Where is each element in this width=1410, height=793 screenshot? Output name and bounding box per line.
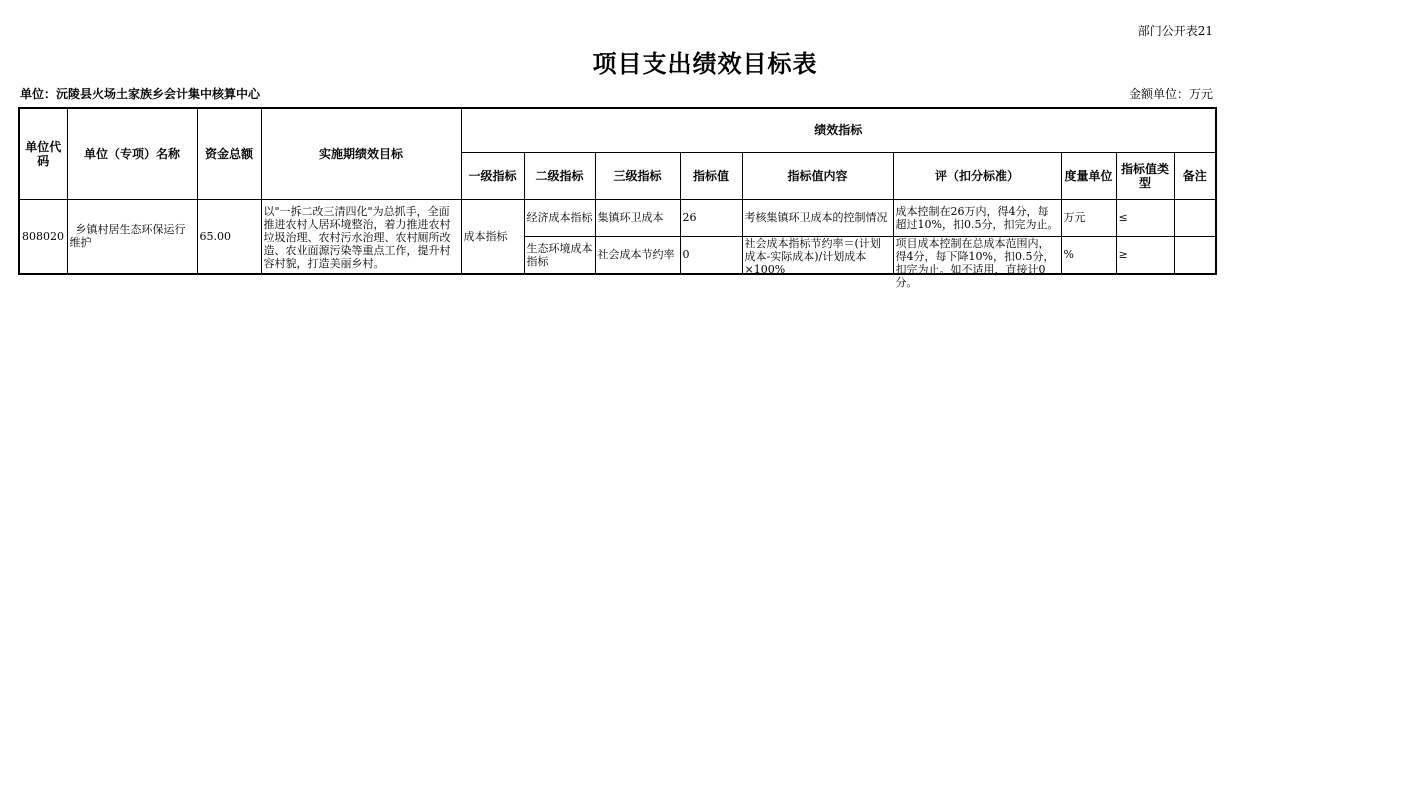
cell-value-type: ≤ xyxy=(1116,199,1174,236)
cell-level1: 成本指标 xyxy=(461,199,524,274)
cell-remark xyxy=(1174,199,1216,236)
col-header-level1: 一级指标 xyxy=(461,152,524,199)
cell-content xyxy=(742,199,893,236)
page-title: 项目支出绩效目标表 xyxy=(592,50,818,78)
cell-criteria xyxy=(893,199,1061,236)
header-row-1 xyxy=(19,108,1216,152)
col-header-criteria: 评（扣分标准） xyxy=(893,152,1061,199)
cell-measure-unit: % xyxy=(1061,236,1116,274)
cell-value: 26 xyxy=(680,199,742,236)
col-header-unit-code: 单位代码 xyxy=(19,108,67,199)
cell-total-funds: 65.00 xyxy=(197,199,261,274)
col-header-level2: 二级指标 xyxy=(524,152,595,199)
cell-goal xyxy=(261,199,461,274)
col-header-content: 指标值内容 xyxy=(742,152,893,199)
cell-unit-name xyxy=(67,199,197,274)
cell-level3: 社会成本节约率 xyxy=(595,236,680,274)
unit-label: 单位：沅陵县火场土家族乡会计集中核算中心 xyxy=(20,87,261,101)
col-header-total-funds: 资金总额 xyxy=(197,108,261,199)
table-row xyxy=(19,199,1216,236)
col-header-value: 指标值 xyxy=(680,152,742,199)
col-header-value-type: 指标值类型 xyxy=(1116,152,1174,199)
cell-measure-unit: 万元 xyxy=(1061,199,1116,236)
goal-text: 以"一拆二改三清四化"为总抓手，全面推进农村人居环境整治，着力推进农村垃圾治理、农村污水治理、农村厕所改造、农业面源污染等重点工作，提升村容村貌，打造美丽乡村。 xyxy=(263,204,451,270)
form-code: 部门公开表21 xyxy=(1137,24,1213,38)
criteria-text: 成本控制在26万内，得4分，每超过10%，扣0.5分，扣完为止。 xyxy=(895,204,1059,231)
content-text: 社会成本指标节约率＝(计划成本-实际成本)/计划成本×100% xyxy=(744,236,881,276)
col-header-measure-unit: 度量单位 xyxy=(1061,152,1116,199)
performance-table xyxy=(18,107,1217,289)
project-name: 乡镇村居生态环保运行维护 xyxy=(69,223,186,250)
cell-value: 0 xyxy=(680,236,742,274)
col-header-remark: 备注 xyxy=(1174,152,1216,199)
cell-level2: 经济成本指标 xyxy=(524,199,595,236)
cell-value-type: ≥ xyxy=(1116,236,1174,274)
cell-remark xyxy=(1174,236,1216,274)
col-header-level3: 三级指标 xyxy=(595,152,680,199)
criteria-text: 项目成本控制在总成本范围内，得4分，每下降10%，扣0.5分，扣完为止。如不适用，直接计0分。 xyxy=(895,236,1055,289)
col-header-unit-name: 单位（专项）名称 xyxy=(67,108,197,199)
cell-unit-code: 808020 xyxy=(19,199,67,274)
cell-criteria xyxy=(893,236,1061,289)
content-text: 考核集镇环卫成本的控制情况 xyxy=(744,211,888,224)
col-header-goal: 实施期绩效目标 xyxy=(261,108,461,199)
col-header-indicators: 绩效指标 xyxy=(461,108,1216,152)
cell-content xyxy=(742,236,893,274)
money-unit-label: 金额单位：万元 xyxy=(1128,87,1213,101)
cell-level3: 集镇环卫成本 xyxy=(595,199,680,236)
cell-level2: 生态环境成本指标 xyxy=(524,236,595,274)
